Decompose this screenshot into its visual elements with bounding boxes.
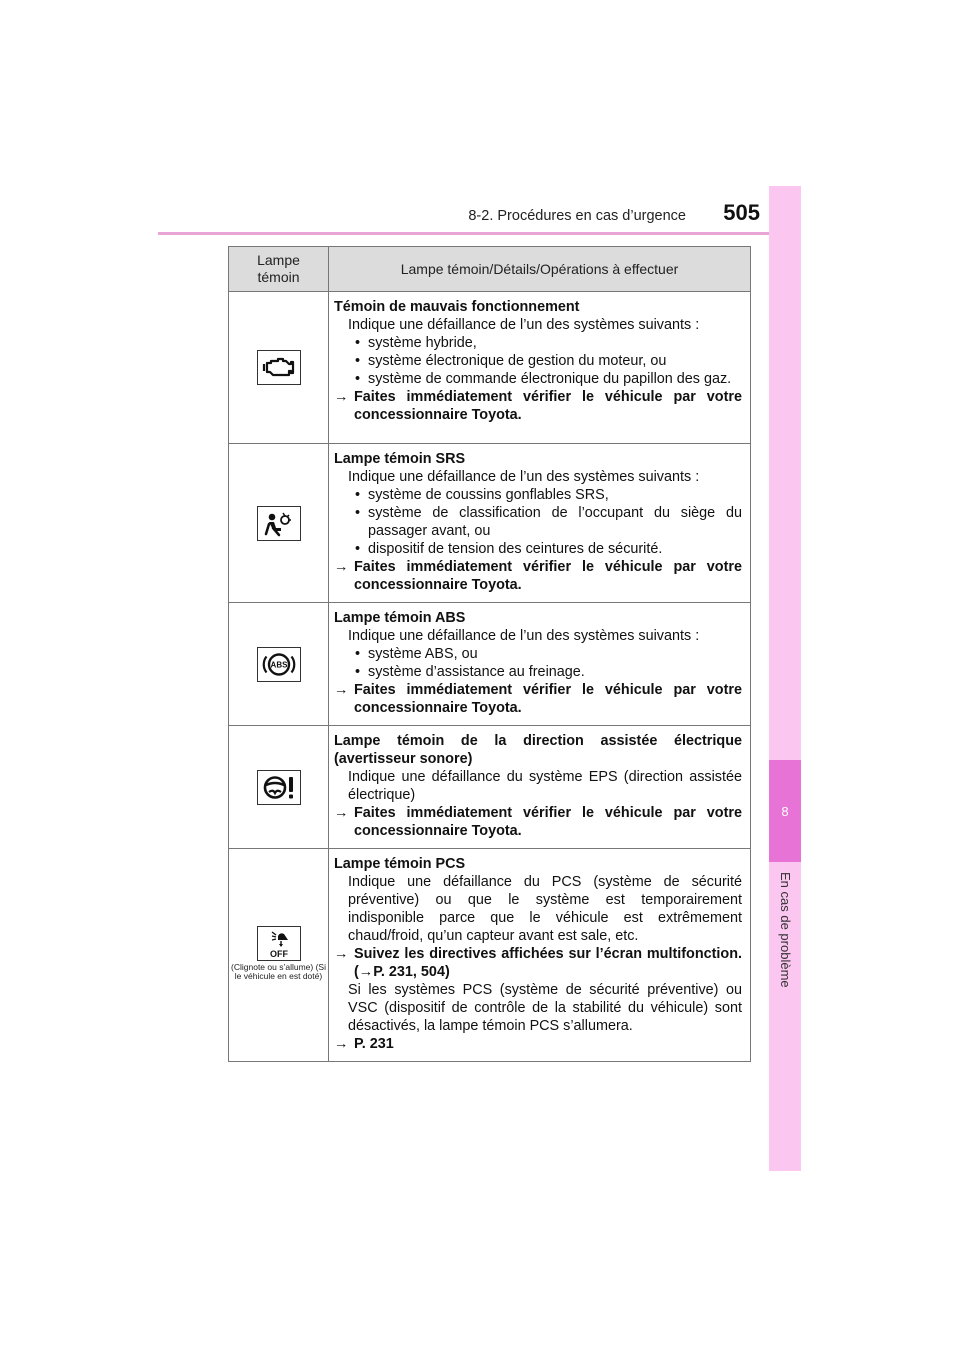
lamp-description: Indique une défaillance de l’un des systèmes suivants : — [348, 317, 700, 333]
list-item: • système de coussins gonflables SRS, — [355, 487, 609, 503]
table-row — [229, 444, 751, 603]
eps-warning-icon — [257, 770, 301, 805]
lamp-description: Indique une défaillance de l’un des systèmes suivants : — [348, 469, 700, 485]
details-cell — [329, 444, 751, 603]
action-instruction: → Faites immédiatement vérifier le véhicule par votre concessionnaire Toyota. — [334, 682, 742, 716]
svg-text:ABS: ABS — [270, 660, 287, 669]
lamp-title: Témoin de mauvais fonctionnement — [334, 299, 580, 315]
warning-lights-table — [228, 246, 751, 1062]
table-row — [229, 849, 751, 1062]
svg-text:OFF: OFF — [269, 948, 288, 959]
lamp-title: Lampe témoin PCS — [334, 856, 466, 872]
list-item: • système d’assistance au freinage. — [355, 664, 585, 680]
list-item: • système de commande électronique du papillon des gaz. — [355, 371, 732, 387]
column-header-lamp: Lampe témoin — [229, 247, 329, 292]
action-instruction: → Faites immédiatement vérifier le véhicule par votre concessionnaire Toyota. — [334, 389, 742, 423]
chapter-number: 8 — [781, 804, 789, 819]
lamp-description: Indique une défaillance de l’un des systèmes suivants : — [348, 628, 700, 644]
lamp-title: Lampe témoin SRS — [334, 451, 466, 467]
list-item: • système hybride, — [355, 335, 477, 351]
list-item: • dispositif de tension des ceintures de sécurité. — [355, 541, 663, 557]
action-instruction: → P. 231 — [334, 1036, 394, 1052]
pcs-lamp-group — [231, 926, 327, 982]
details-cell — [329, 292, 751, 444]
table-row — [229, 603, 751, 726]
details-cell — [329, 726, 751, 849]
lamp-note: Si les systèmes PCS (système de sécurité préventive) ou VSC (dispositif de contrôle de la stabilité du véhicule) sont désactivés, la lampe témoin PCS s’allumera. — [348, 982, 742, 1034]
lamp-description: Indique une défaillance du système EPS (direction assistée électrique) — [348, 769, 742, 803]
page-reference-link[interactable]: P. 231 — [354, 1036, 394, 1052]
page-number: 505 — [723, 200, 760, 225]
lamp-description: Indique une défaillance du PCS (système de sécurité préventive) ou que le système est temporairement indisponible parce que le véhicule est extrêmement chaud/froid, qu’un capteur avant est sale, etc. — [348, 874, 742, 944]
action-instruction: → Faites immédiatement vérifier le véhicule par votre concessionnaire Toyota. — [334, 559, 742, 593]
lamp-cell — [229, 292, 329, 444]
action-instruction: → Suivez les directives affichées sur l’écran multifonction. (→P. 231, 504) — [334, 946, 742, 980]
chapter-title: En cas de problème — [778, 872, 793, 988]
table-row — [229, 292, 751, 444]
table-row — [229, 726, 751, 849]
section-title: 8-2. Procédures en cas d’urgence — [468, 208, 686, 224]
srs-airbag-icon — [257, 506, 301, 541]
lamp-cell — [229, 603, 329, 726]
details-cell — [329, 849, 751, 1062]
engine-malfunction-icon — [257, 350, 301, 385]
list-item: • système électronique de gestion du moteur, ou — [355, 353, 667, 369]
lamp-title: Lampe témoin ABS — [334, 610, 466, 626]
page-reference-link[interactable]: P. 231, 504) — [373, 964, 450, 980]
lamp-cell — [229, 444, 329, 603]
lamp-cell — [229, 849, 329, 1062]
list-item: • système ABS, ou — [355, 646, 478, 662]
column-header-details: Lampe témoin/Détails/Opérations à effectuer — [329, 247, 751, 292]
pcs-off-icon — [257, 926, 301, 961]
details-cell — [329, 603, 751, 726]
lamp-cell — [229, 726, 329, 849]
pcs-icon-caption: (Clignote ou s’allume) (Si le véhicule en est doté) — [231, 961, 326, 982]
table-header-row — [229, 247, 751, 292]
chapter-side-tab — [769, 186, 801, 1171]
action-instruction: → Faites immédiatement vérifier le véhicule par votre concessionnaire Toyota. — [334, 805, 742, 839]
abs-icon — [257, 647, 301, 682]
list-item: • système de classification de l’occupant du siège du passager avant, ou — [355, 505, 742, 539]
chapter-number-tab[interactable] — [769, 760, 801, 862]
header-rule — [158, 232, 801, 235]
lamp-title: Lampe témoin de la direction assistée électrique (avertisseur sonore) — [334, 733, 742, 767]
